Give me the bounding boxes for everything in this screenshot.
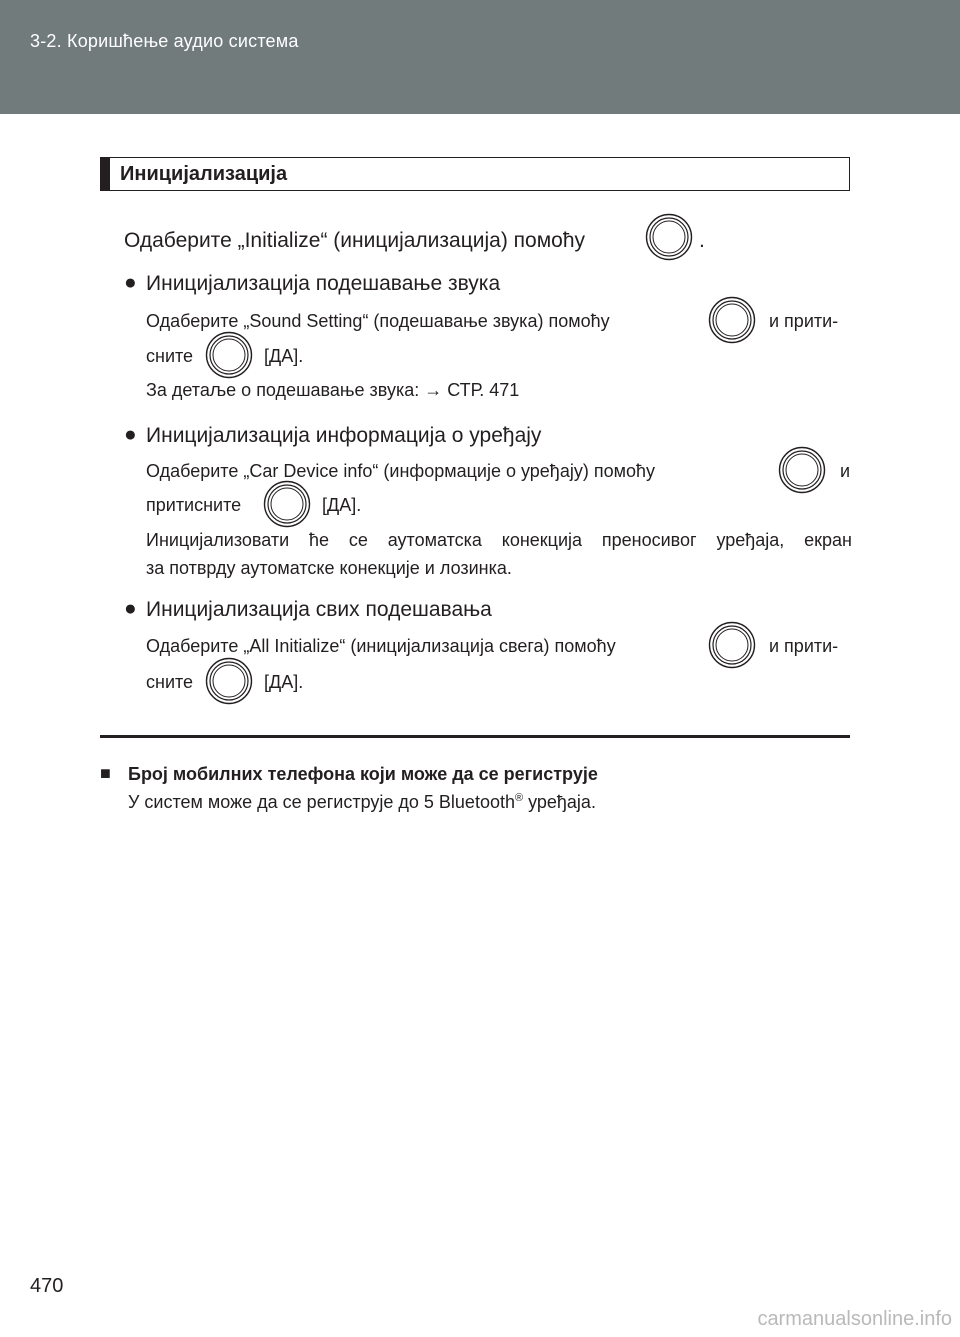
item-2-line2: притисните	[146, 495, 242, 515]
section-title: Иницијализација	[120, 163, 288, 185]
item-2-line3: Иницијализовати ће се аутоматска конекција преносивог уређаја, екран	[146, 530, 852, 550]
item-2-line1-end: и	[840, 461, 851, 481]
item-1-heading: Иницијализација подешавање звука	[146, 272, 501, 295]
section-heading	[100, 157, 850, 191]
item-2-heading: Иницијализација информација о уређају	[146, 424, 542, 447]
note-title: Број мобилних телефона који може да се региструје	[128, 764, 598, 784]
item-3-line1-end: и прити-	[769, 636, 839, 656]
tune-knob-icon	[205, 331, 253, 379]
item-3-line2: сните	[146, 672, 194, 692]
page-number: 470	[30, 1275, 64, 1297]
tune-knob-icon	[778, 446, 826, 494]
item-1-line1: Одаберите „Sound Setting“ (подешавање звука) помоћу	[146, 311, 610, 331]
item-1-line2-end: [ДА].	[264, 346, 304, 366]
section-heading-bar	[100, 157, 110, 191]
note-text-main: У систем може да се региструје до 5 Bluetooth	[128, 792, 515, 812]
item-2-line2-end: [ДА].	[322, 495, 362, 515]
tune-knob-icon	[205, 657, 253, 705]
tune-knob-icon	[708, 621, 756, 669]
bullet-3-marker: ●	[124, 597, 137, 620]
page-header	[0, 0, 960, 114]
tune-knob-icon	[708, 296, 756, 344]
section-divider	[100, 735, 850, 738]
lead-text: Одаберите „Initialize“ (иницијализација) помоћу	[124, 229, 585, 252]
item-1-line3: За детаље о подешавање звука: → СТР. 471	[146, 380, 520, 400]
item-1-line2: сните	[146, 346, 194, 366]
note-marker: ■	[100, 763, 111, 783]
item-2-line4: за потврду аутоматске конекције и лозинка.	[146, 558, 512, 578]
item-3-line1: Одаберите „All Initialize“ (иницијализација свега) помоћу	[146, 636, 616, 656]
registered-mark: ®	[514, 792, 524, 804]
item-1-line1-end: и прити-	[769, 311, 839, 331]
breadcrumb: 3-2. Коришћење аудио система	[30, 31, 299, 51]
tune-knob-icon	[263, 480, 311, 528]
bullet-2-marker: ●	[124, 423, 137, 446]
lead-text-end: .	[699, 229, 705, 252]
note-text	[128, 792, 596, 813]
tune-knob-icon	[645, 213, 693, 261]
note-text-end: уређаја.	[523, 792, 596, 812]
watermark-link[interactable]: carmanualsonline.info	[757, 1308, 952, 1330]
item-3-line2-end: [ДА].	[264, 672, 304, 692]
bullet-1-marker: ●	[124, 271, 137, 294]
item-2-line1: Одаберите „Car Device info“ (информације о уређају) помоћу	[146, 461, 655, 481]
item-3-heading: Иницијализација свих подешавања	[146, 598, 492, 621]
